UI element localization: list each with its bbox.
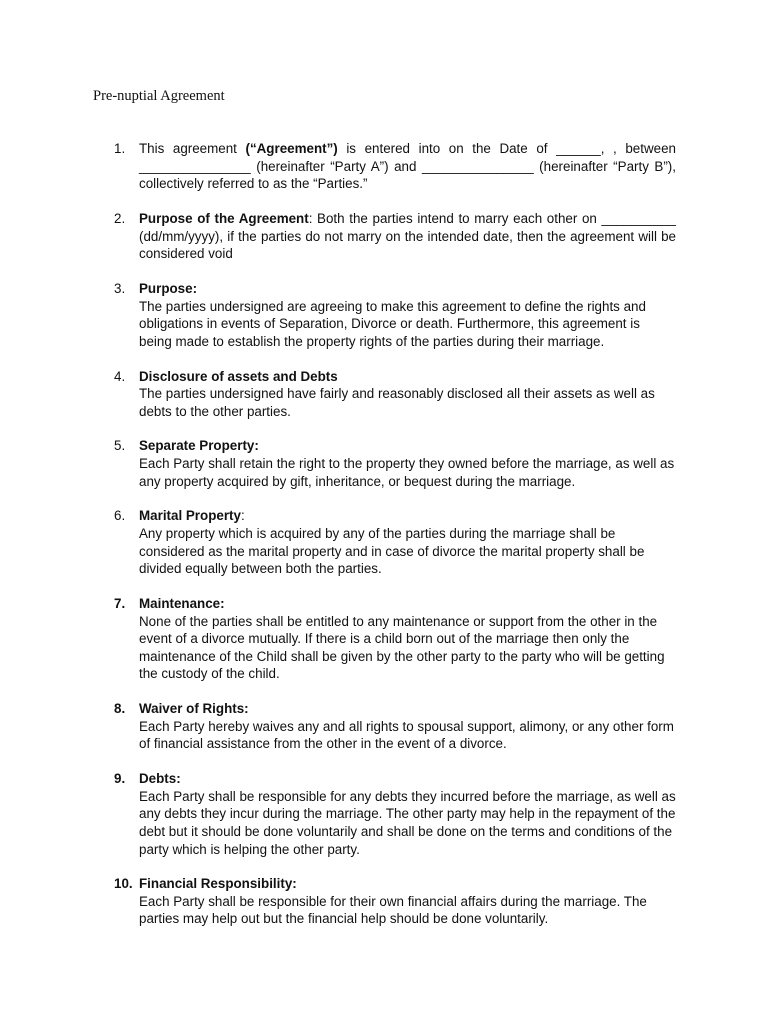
clause-number: 10.: [114, 876, 133, 892]
clause-6: [114, 507, 676, 577]
clause-heading: Separate Property:: [139, 438, 259, 454]
clause-number: 2.: [114, 210, 126, 226]
clause-2: [114, 210, 676, 263]
clause-5: [114, 437, 676, 490]
clause-number: 1.: [114, 141, 126, 156]
clause-8: [114, 700, 676, 753]
clause-text: Any property which is acquired by any of the parties during the marriage shall be considered as the marital property and in case of divorce the marital property shall be divided equally between both the parties.: [139, 526, 645, 577]
clause-number: 7.: [114, 596, 126, 611]
clause-heading: Purpose of the Agreement: [139, 210, 309, 226]
clause-number: 5.: [114, 438, 126, 454]
clause-text: Each Party shall be responsible for any debts they incurred before the marriage, as well as any debts they incur during the marriage. The other party may help in the repayment of the debt but it should be done voluntarily and shall be done on the terms and conditions of the party which is helping the other party.: [139, 788, 676, 857]
clause-10: [114, 875, 676, 928]
clause-text: The parties undersigned are agreeing to make this agreement to define the rights and obligations in events of Separation, Divorce or death. Furthermore, this agreement is being made to establish the property rights of the parties during their marriage.: [139, 298, 646, 349]
agreement-defined-term: (“Agreement”): [245, 141, 338, 156]
clause-text: Each Party shall be responsible for their own financial affairs during the marriage. The parties may help out but the financial help should be done voluntarily.: [139, 893, 647, 927]
clause-text-lead: This agreement: [139, 141, 246, 156]
clause-text: Each Party shall retain the right to the property they owned before the marriage, as well as any property acquired by gift, inheritance, or bequest during the marriage.: [139, 456, 675, 489]
clause-heading: Marital Property: [139, 508, 241, 524]
page-title: Pre-nuptial Agreement: [93, 88, 225, 104]
clause-number: 3.: [114, 280, 126, 296]
clause-number: 4.: [114, 368, 126, 384]
clause-list: [114, 140, 676, 945]
clause-1: [114, 140, 676, 193]
clause-number: 9.: [114, 771, 126, 787]
clause-heading: Disclosure of assets and Debts: [139, 368, 338, 384]
clause-number: 8.: [114, 701, 126, 717]
clause-heading-line: [139, 507, 676, 525]
clause-text: Each Party hereby waives any and all rights to spousal support, alimony, or any other form of financial assistance from the other in the event of a divorce.: [139, 718, 674, 752]
clause-number: 6.: [114, 508, 126, 524]
clause-text: The parties undersigned have fairly and reasonably disclosed all their assets as well as debts to the other parties.: [139, 386, 655, 419]
clause-text: None of the parties shall be entitled to any maintenance or support from the other in the event of a divorce mutually. If there is a child born out of the marriage then only the maintenance of the Child shall be given by the other party to the party who will be getting the custody of the child.: [139, 613, 665, 682]
clause-7: [114, 595, 676, 683]
clause-heading: Purpose:: [139, 280, 198, 296]
clause-9: [114, 770, 676, 858]
clause-body: [139, 140, 676, 193]
clause-4: [114, 368, 676, 421]
clause-text: is entered into on the Date of ______, , between _______________ (hereinafter “Party A”) and _______________ (hereinafter “Party B”), collectively referred to as the “Parties.”: [139, 141, 676, 192]
clause-heading: Maintenance:: [139, 596, 225, 611]
clause-body: [139, 210, 676, 263]
clause-text: : Both the parties intend to marry each other on __________ (dd/mm/yyyy), if the parties do not marry on the intended date, then the agreement will be considered void: [139, 210, 676, 262]
clause-3: [114, 280, 676, 350]
clause-heading: Waiver of Rights:: [139, 701, 249, 717]
clause-heading: Debts:: [139, 771, 181, 787]
clause-heading: Financial Responsibility:: [139, 876, 297, 892]
clause-heading-colon: :: [240, 508, 245, 524]
